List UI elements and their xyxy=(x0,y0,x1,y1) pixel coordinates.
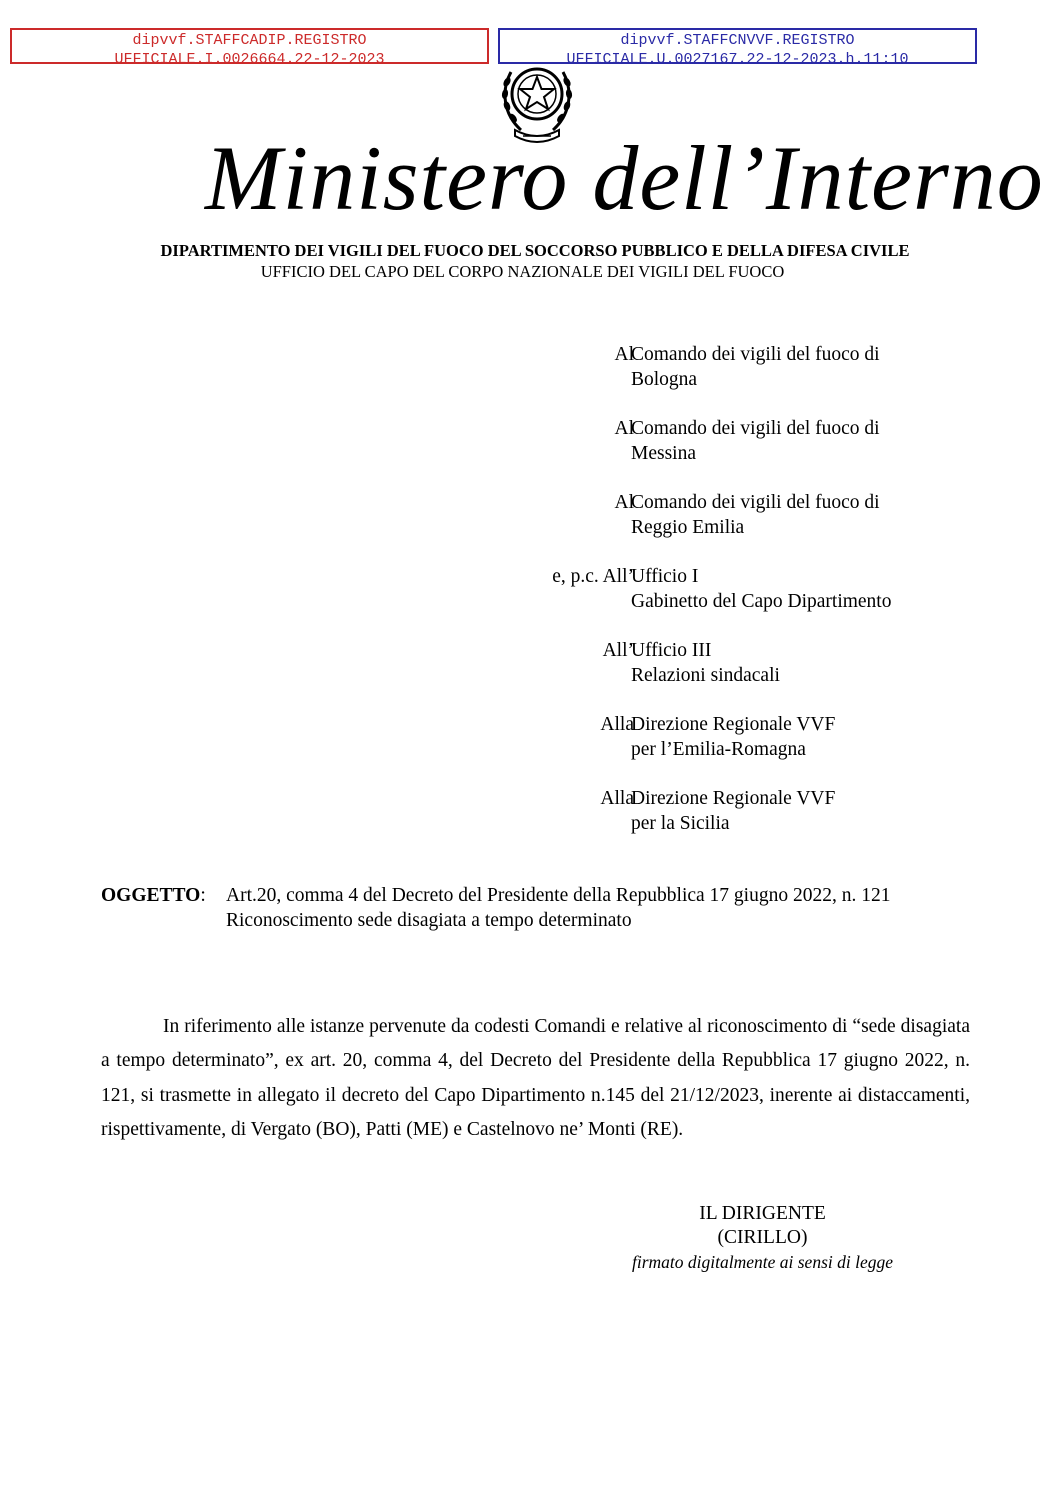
ministry-title: Ministero dell’Interno xyxy=(205,127,1044,229)
recipient-prefix: Alla xyxy=(600,714,634,735)
recipient-line: per la Sicilia xyxy=(631,813,730,834)
recipient-line: Gabinetto del Capo Dipartimento xyxy=(631,591,892,612)
recipient-line: Comando dei vigili del fuoco di xyxy=(631,344,880,365)
recipients-block xyxy=(420,342,980,860)
recipient-item xyxy=(420,712,980,786)
stamp-line: UFFICIALE.U.0027167.22-12-2023.h.11:10 xyxy=(566,51,909,64)
recipient-line: Ufficio I xyxy=(631,566,699,587)
protocol-stamp-incoming xyxy=(10,28,489,64)
recipient-prefix: Al xyxy=(614,418,634,439)
signature-block xyxy=(600,1202,925,1274)
signature-name: (CIRILLO) xyxy=(717,1227,808,1248)
recipient-line: Direzione Regionale VVF xyxy=(631,788,836,809)
recipient-line: Relazioni sindacali xyxy=(631,665,780,686)
body-paragraph: In riferimento alle istanze pervenute da codesti Comandi e relative al riconoscimento di “sede disagiata a tempo determinato”, ex art. 20, comma 4, del Decreto del Presidente della Repubblica 17 giugno 2022, n. 121, si trasmette in allegato il decreto del Capo Dipartimento n.145 del 21/12/2023, inerente ai distaccamenti, rispettivamente, di Vergato (BO), Patti (ME) e Castelnovo ne’ Monti (RE). xyxy=(101,1015,970,1140)
subject-line: Art.20, comma 4 del Decreto del Presidente della Repubblica 17 giugno 2022, n. 121 xyxy=(226,885,891,906)
recipient-prefix: Al xyxy=(614,492,634,513)
recipient-line: Bologna xyxy=(631,369,698,390)
recipient-line: Direzione Regionale VVF xyxy=(631,714,836,735)
signature-note: firmato digitalmente ai sensi di legge xyxy=(631,1252,893,1272)
subject-line: Riconoscimento sede disagiata a tempo determinato xyxy=(226,910,632,931)
stamp-line: dipvvf.STAFFCNVVF.REGISTRO xyxy=(620,32,855,49)
stamp-line: dipvvf.STAFFCADIP.REGISTRO xyxy=(132,32,367,49)
recipient-line: Ufficio III xyxy=(631,640,712,661)
office-heading: UFFICIO DEL CAPO DEL CORPO NAZIONALE DEI VIGILI DEL FUOCO xyxy=(260,262,785,281)
recipient-line: Reggio Emilia xyxy=(631,517,745,538)
recipient-line: Comando dei vigili del fuoco di xyxy=(631,492,880,513)
recipient-item xyxy=(420,490,980,564)
recipient-prefix: e, p.c. All’ xyxy=(552,566,634,587)
recipient-line: Comando dei vigili del fuoco di xyxy=(631,418,880,439)
recipient-item xyxy=(420,342,980,416)
stamp-line: UFFICIALE.I.0026664.22-12-2023 xyxy=(114,51,385,64)
recipient-item xyxy=(420,638,980,712)
recipient-prefix: Al xyxy=(614,344,634,365)
recipient-line: per l’Emilia-Romagna xyxy=(631,739,806,760)
subject-colon: : xyxy=(200,885,206,906)
recipient-item xyxy=(420,416,980,490)
recipient-prefix: All’ xyxy=(602,640,634,661)
recipient-line: Messina xyxy=(631,443,696,464)
department-heading: DIPARTIMENTO DEI VIGILI DEL FUOCO DEL SOCCORSO PUBBLICO E DELLA DIFESA CIVILE xyxy=(160,241,910,260)
subject-label-text: OGGETTO xyxy=(101,885,201,906)
subject-label xyxy=(101,883,206,908)
recipient-prefix: Alla xyxy=(600,788,634,809)
recipient-item xyxy=(420,564,980,638)
signature-role: IL DIRIGENTE xyxy=(699,1203,826,1224)
recipient-item xyxy=(420,786,980,860)
